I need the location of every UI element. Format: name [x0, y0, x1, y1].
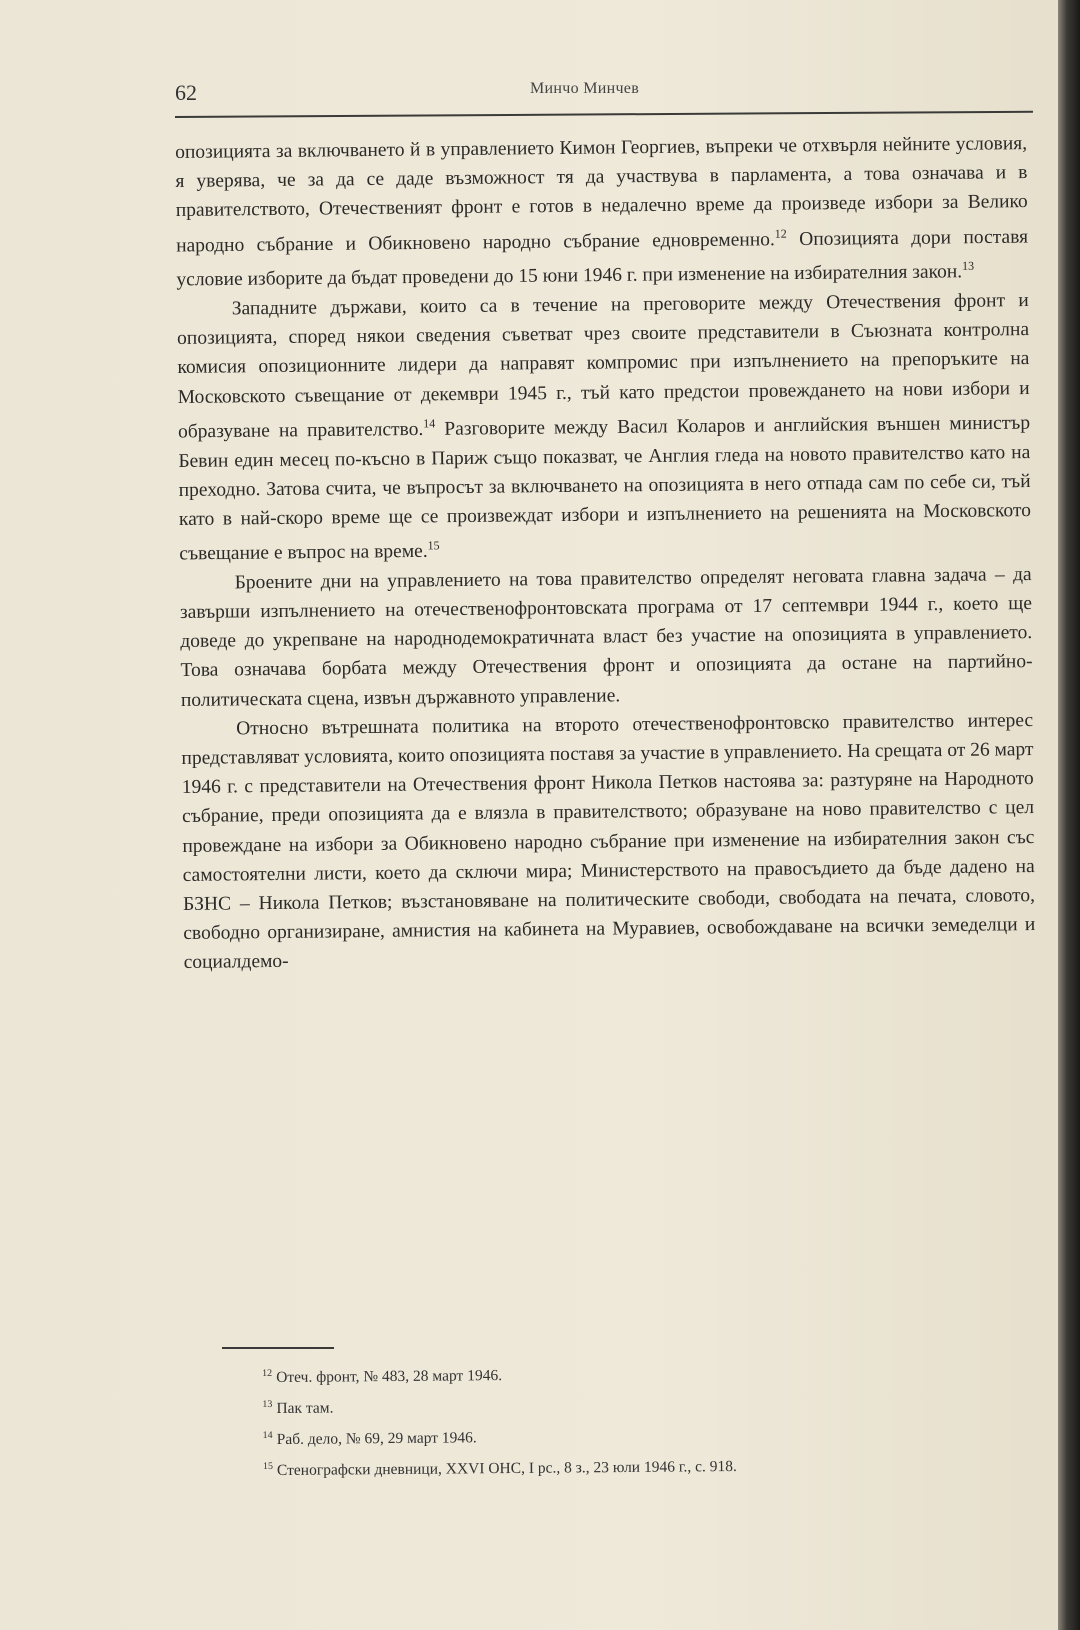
footnote-12: $^{12}$ Отеч. фронт, № 483, 28 март 1946.	[262, 1367, 503, 1387]
footnote-14: $^{14}$ Раб. дело, № 69, 29 март 1946.	[262, 1429, 477, 1449]
body-text	[175, 129, 1036, 978]
paragraph-2: Западните държави, които са в течение на преговорите между Отечествения фронт и опозицията, според някои сведения съветват чрез своите представители в Съюзната контролна комисия опозиционните лидери да направят компромис при изпълнението на препоръките на Московското съвещание от декември 1945 г., тъй като предстои провеждането на нови избори и образуване на правителство.$^{14}$ Разговорите между Васил Коларов и английския външен министър Бевин един месец по-късно в Париж също показват, че Англия гледа на новото правителство като на преходно. Затова счита, че въпросът за включването на опозицията в него отпада сам по себе си, тъй като в най-скоро време ще се произвеждат избори и изпълнението на решенията на Московското съвещание е въпрос на време.$^{15}$	[176, 290, 1032, 565]
footnote-15: $^{15}$ Стенографски дневници, XXVI ОНС, I рс., 8 з., 23 юли 1946 г., с. 918.	[262, 1458, 737, 1480]
footnote-13: $^{13}$ Пак там.	[262, 1399, 334, 1418]
book-spine-shadow	[1058, 0, 1080, 1630]
page-number: 62	[175, 80, 197, 105]
footnote-separator	[222, 1347, 334, 1349]
page-header	[175, 76, 1030, 116]
paragraph-1: опозицията за включването й в управлението Кимон Георгиев, въпреки че отхвърля нейните условия, я уверява, че за да се даде възможност тя да участвува в парламента, а това означава и в правителството, Отечественият фронт е готов в недалечно време да произведе избори за Велико народно събрание и Обикновено народно събрание едновременно.$^{12}$ Опозицията дори поставя условие изборите да бъдат проведени до 15 юни 1946 г. при изменение на избирателния закон.$^{13}$	[175, 133, 1029, 291]
footnotes	[262, 1353, 1023, 1484]
footnote-ref-15: 15	[427, 538, 440, 553]
footnote-ref-14: 14	[423, 416, 436, 431]
paragraph-4: Относно вътрешната политика на второто отечественофронтовско правителство интерес представляват условията, които опозицията поставя за участие в управлението. На срещата от 26 март 1946 г. с представители на Отечествения фронт Никола Петков настоява за: разтуряне на Народното събрание, преди опозицията да е влязла в правителството; образуване на ново правителство с цел провеждане на избори за Обикновено народно събрание при изменение на избирателния закон със самостоятелни листи, което да сключи мира; Министерството на правосъдието да бъде дадено на БЗНС – Никола Петков; възстановяване на политическите свободи, свободата на печата, словото, свободно организиране, амнистия на кабинета на Муравиев, освобождаване на всички земеделци и социалдемо-	[181, 709, 1036, 974]
footnote-ref-12: 12	[774, 226, 787, 241]
footnote-ref-13: 13	[961, 258, 975, 274]
paragraph-3: Броените дни на управлението на това правителство определят неговата главна задача – да завърши изпълнението на отечественофронтовската програма от 17 септември 1944 г., което ще доведе до укрепване на народнодемократичната власт без участие на опозицията в управлението. Това означава борбата между Отечествения фронт и опозицията да остане на партийно-политическата сцена, извън държавното управление.	[179, 563, 1033, 711]
running-title-author: Минчо Минчев	[530, 80, 640, 97]
